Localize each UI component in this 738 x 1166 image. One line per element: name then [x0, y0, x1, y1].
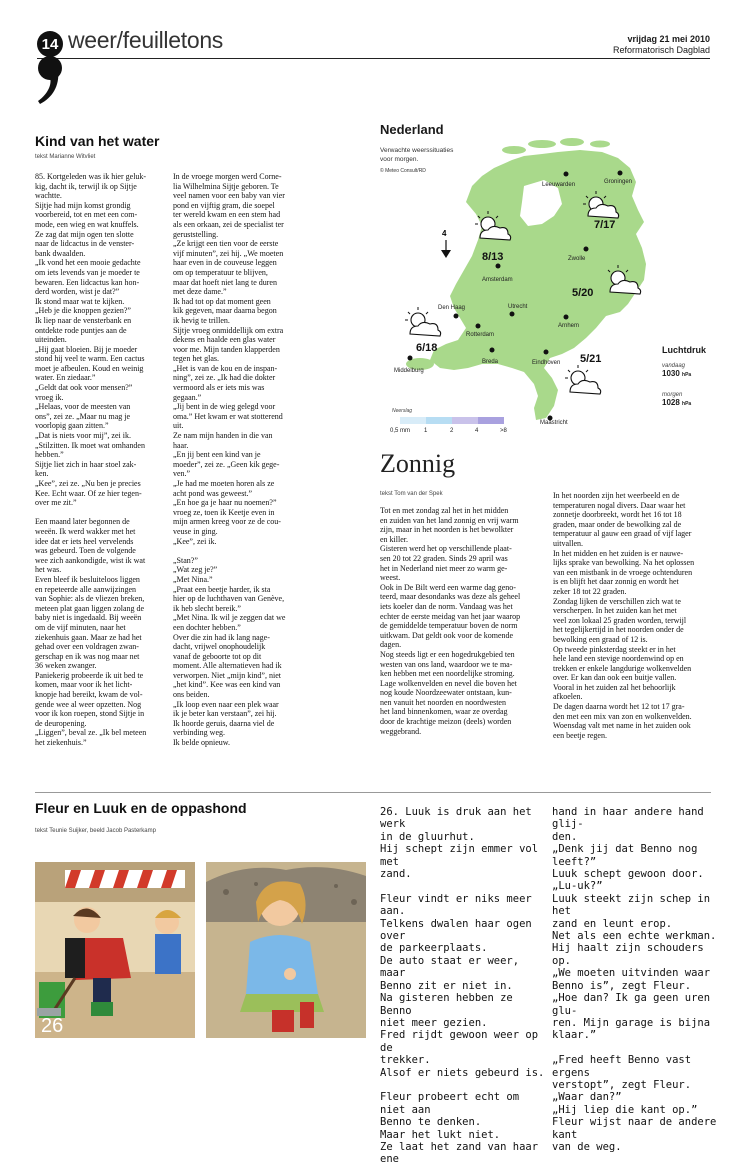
- pressure-tomorrow: [662, 398, 712, 407]
- pressure-title: Luchtdruk: [662, 345, 706, 355]
- pressure-today-label: vandaag: [662, 363, 686, 369]
- comic-panel-1: [35, 862, 195, 1038]
- city-dot-amsterdam: [496, 264, 501, 269]
- city-dot-leeuwarden: [564, 172, 569, 177]
- pressure-today-unit: hPa: [682, 372, 692, 378]
- issue-date: vrijdag 21 mei 2010: [627, 34, 710, 44]
- legend-swatch-1: [400, 417, 426, 424]
- pressure-tomorrow-unit: hPa: [682, 401, 692, 407]
- comic-panel-2: [206, 862, 366, 1038]
- city-dot-breda: [490, 348, 495, 353]
- city-label-middelburg: Middelburg: [394, 368, 424, 374]
- city-label-zwolle: Zwolle: [568, 256, 586, 262]
- weather-column-2: [553, 491, 711, 740]
- city-label-groningen: Groningen: [604, 179, 633, 185]
- city-label-den-haag: Den Haag: [438, 305, 466, 311]
- wadden-island-1: [502, 146, 526, 154]
- weather-byline: tekst Tom van der Spek: [380, 491, 443, 497]
- city-dot-groningen: [618, 171, 623, 176]
- legend-value-4: 4: [475, 428, 479, 434]
- comic-text-column-1: [380, 806, 545, 1166]
- page-number: 14: [37, 31, 63, 57]
- story-title: Kind van het water: [35, 133, 160, 149]
- legend-value-1: 0,5 mm: [390, 428, 411, 434]
- legend-value-2: 1: [424, 428, 428, 434]
- legend-value-5: >8: [500, 428, 507, 434]
- map-title: Nederland: [380, 122, 444, 137]
- city-dot-eindhoven: [544, 350, 549, 355]
- city-dot-arnhem: [564, 315, 569, 320]
- legend-swatch-3: [452, 417, 478, 424]
- legend-title: Neerslag: [392, 408, 413, 414]
- temp-east: 5/20: [572, 287, 594, 299]
- wind-force: 4: [442, 229, 447, 238]
- weather-column-1: [380, 506, 543, 736]
- comma-logo: [34, 54, 68, 106]
- city-label-arnhem: Arnhem: [558, 323, 580, 329]
- wadden-island-3: [560, 138, 584, 146]
- city-dot-middelburg: [408, 356, 413, 361]
- temp-north: 7/17: [594, 219, 616, 231]
- city-dot-den-haag: [454, 314, 459, 319]
- pressure-tomorrow-label: morgen: [662, 392, 683, 398]
- story-text-2: In de vroege morgen werd Corne- lia Wilhelmina Sijtje geboren. Te veel namen voor een baby van vier pond en vijftig gram, die soepel ter wereld kwam en een stem had als een orkaan, zei de specialist ter geruststelling. „Ze krijgt een tien voor de eerste vijf minuten”, zei hij. „We moeten haar even in de couveuse leggen om op temperatuur te blijven, maar dat hoeft niet lang te duren met deze dame.” Ik had tot op dat moment geen kik gegeven, maar daarna begon ik hevig te trillen. Sijtje vroeg onmiddellijk om extra dekens en haalde een glas water voor me. Mijn tanden klapperden tegen het glas. „Het is van de kou en de inspan- ning”, zei ze. „Ik had die dokter vermoord als er iets mis was gegaan.” „Jij bent in de wieg gelegd voor oma.” Het kwam er wat stotterend uit. Ze nam mijn handen in die van haar. „En jij bent een kind van je moeder”, zei ze. „Geen kik gege- ven.” „Je had me moeten horen als ze acht pond was geweest.” „En hoe ga je haar nu noemen?” vroeg ze, toen ik Keetje even in mijn armen kreeg voor ze de cou- veuse in ging. „Kee”, zei ik. „Stan?” „Wat zeg je?” „Met Nina.” „Praat een beetje harder, ik sta hier op de luchthaven van Genève, ik heb slecht bereik.” „Met Nina. Ik wil je zeggen dat we een dochter hebben.” Over die zin had ik lang nage- dacht, vrijwel onophoudelijk vanaf de geboorte tot op dit moment. Alle alternatieven had ik verworpen. Niet „mijn kind”, niet „het kind”. Kee was een kind van ons beiden. „Ik loop even naar een plek waar ik je beter kan verstaan”, zei hij. Ik hoorde geruis, daarna viel de verbinding weg. Ik belde opnieuw.: [173, 172, 286, 748]
- city-label-maastricht: Maastricht: [540, 420, 568, 426]
- city-label-leeuwarden: Leeuwarden: [542, 182, 576, 188]
- comic-panel-number: 26: [41, 1015, 64, 1037]
- pressure-box: [662, 345, 712, 407]
- city-label-breda: Breda: [482, 359, 499, 365]
- temp-west: 8/13: [482, 251, 504, 263]
- pressure-tomorrow-value: 1028: [662, 398, 680, 407]
- header-rule: [37, 58, 710, 59]
- pressure-today: [662, 369, 712, 378]
- comic-byline: tekst Teunie Suijker, beeld Jacob Pasterkamp: [35, 828, 156, 834]
- story-text-1: 85. Kortgeleden was ik hier geluk- kig, dacht ik, terwijl ik op Sijtje wachtte. Sijtje had mijn komst grondig voorbereid, tot en met een com- mode, een wieg en wat knuffels. Ze zag dat mijn ogen ten slotte naar de lidcactus in de venster- bank dwaalden. „Ik vond het een mooie gedachte om iets levends van je moeder te bewaren. Een lidcactus kan hon- derd worden, wist je dat?” Ik stond maar wat te kijken. „Heb je die knoppen gezien?” Ik liep naar de vensterbank en ontdekte rode puntjes aan de uiteinden. „Hij gaat bloeien. Bij je moeder stond hij veel te warm. Een cactus moet je afbeulen. Koud en weinig water. En ziedaar.” „Geldt dat ook voor mensen?” vroeg ik. „Helaas, voor de meesten van ons”, zei ze. „Maar nu mag je voorlopig gaan zitten.” „Dat is niets voor mij”, zei ik. „Stilzitten. Ik moet wat omhanden hebben.” Sijtje liet zich in haar stoel zak- ken. „Kee”, zei ze. „Nu ben je precies Kee. Echt waar. Of ze hier tegen- over me zit.” Een maand later begonnen de weeën. Ik werd wakker met het idee dat er iets heel vervelends was gebeurd. Toen de volgende wee zich aankondigde, wist ik wat het was. Even bleef ik besluiteloos liggen en repeteerde alle aanwijzingen van Sophie: als de vliezen breken, meteen plat gaan liggen zolang de baby niet is ingedaald. Bij weeën om de vijf minuten, naar het ziekenhuis gaan. Maar ze had het gehad over een voldragen zwan- gerschap en ik was nog maar net 36 weken zwanger. Paniekerig probeerde ik uit bed te komen, maar voor ik het licht- knopje had bereikt, kwam de vol- gende wee al weer opzetten. Nog voor ik kon roepen, stond Sijtje in de deuropening. „Liggen”, beval ze. „Ik bel meteen het ziekenhuis.”: [35, 172, 147, 748]
- comic-top-rule: [35, 792, 711, 793]
- temp-south: 5/21: [580, 353, 602, 365]
- weather-text-1: Tot en met zondag zal het in het midden en zuiden van het land zonnig en vrij warm zijn, maar in het noorden is het bewolkter en killer. Gisteren werd het op verschillende plaat- sen 20 tot 22 graden. Sinds 29 april was het in Nederland niet meer zo warm ge- weest. Ook in De Bilt werd een warme dag geno- teerd, maar desondanks was deze als geheel iets koeler dan de norm. Vandaag was het echter de eerste meidag van het jaar waarop de gemiddelde temperatuur boven de norm uitkwam. Dat geldt ook voor de komende dagen. Nog steeds ligt er een hogedrukgebied ten westen van ons land, waardoor we te ma- ken hebben met een noordelijke stroming. Lage wolkenvelden en nevel die boven het nog koude Noordzeewater ontstaan, kun- nen vanuit het noorden en noordwesten het land binnenkomen, waar ze overdag door de krachtige meizon (deels) worden weggebrand.: [380, 506, 521, 736]
- story-column-2: [173, 172, 304, 748]
- sun-cloud-icon-southwest: [405, 307, 441, 336]
- map-subtitle: Verwachte weerssituaties voor morgen.: [380, 147, 454, 163]
- comic-title: Fleur en Luuk en de oppashond: [35, 800, 247, 816]
- city-label-eindhoven: Eindhoven: [532, 360, 561, 366]
- pressure-today-value: 1030: [662, 369, 680, 378]
- legend-value-3: 2: [450, 428, 454, 434]
- comic-text-1: 26. Luuk is druk aan het werk in de gluurhut. Hij schept zijn emmer vol met zand. Fleur vindt er niks meer aan. Telkens dwalen haar ogen over de parkeerplaats. De auto staat er weer, maar Benno zit er niet in. Na gisteren hebben ze Benno niet meer gezien. Fred rijdt gewoon weer op de trekker. Alsof er niets gebeurd is. Fleur probeert echt om niet aan Benno te denken. Maar het lukt niet. Ze laat het zand van haar ene: [380, 806, 545, 1166]
- weather-title: Zonnig: [380, 449, 456, 478]
- weather-map: [374, 116, 712, 439]
- newspaper-name: Reformatorisch Dagblad: [612, 45, 710, 55]
- city-label-rotterdam: Rotterdam: [466, 332, 495, 338]
- map-credit: © Meteo Consult/RD: [380, 168, 426, 174]
- wind-arrow-icon: [441, 240, 451, 258]
- story-byline: tekst Marianne Witvliet: [35, 154, 96, 160]
- legend-swatch-4: [478, 417, 504, 424]
- wadden-island-2: [528, 140, 556, 148]
- story-column-1: [35, 172, 166, 748]
- city-dot-rotterdam: [476, 324, 481, 329]
- sun-cloud-icon-south: [565, 365, 601, 394]
- temp-southwest: 6/18: [416, 342, 438, 354]
- weather-text-2: In het noorden zijn het weerbeeld en de temperaturen nogal divers. Daar waar het zonnetje doorbreekt, wordt het 16 tot 18 graden, maar onder de bewolking zal de temperatuur al gauw een graad of vijf lager uitvallen. In het midden en het zuiden is er nauwe- lijks sprake van bewolking. Na het oplossen van een mistbank in de vroege ochtenduren is en blijft het daar zonnig en wordt het zeker 18 tot 22 graden. Zondag lijken de verschillen zich wat te verscherpen. In het zuiden kan het met veel zon lokaal 25 graden worden, terwijl het tegelijkertijd in het noorden onder de bewolking een graad of 12 is. Op tweede pinksterdag steekt er in het hele land een stevige noordenwind op en trekken er enkele langdurige wolkenvelden over. Er kan dan ook een buitje vallen. Vooral in het zuiden zal het behoorlijk afkoelen. De dagen daarna wordt het 12 tot 17 gra- den met een mix van zon en wolkenvelden. Woensdag valt met name in het zuiden ook een beetje regen.: [553, 491, 695, 740]
- city-label-utrecht: Utrecht: [508, 304, 528, 310]
- city-label-amsterdam: Amsterdam: [482, 277, 513, 283]
- city-dot-utrecht: [510, 312, 515, 317]
- section-title: weer/feuilletons: [68, 27, 224, 53]
- wadden-island-4: [590, 141, 610, 148]
- comic-text-column-2: [552, 806, 717, 1153]
- legend-swatch-2: [426, 417, 452, 424]
- comic-text-2: hand in haar andere hand glij- den. „Denk jij dat Benno nog leeft?” Luuk schept gewoon door. „Lu-uk?” Luuk steekt zijn schep in het zand en leunt erop. Net als een echte werkman. Hij haalt zijn schouders op. „We moeten uitvinden waar Benno is”, zegt Fleur. „Hoe dan? Ik ga geen uren glu- ren. Mijn garage is bijna klaar.” „Fred heeft Benno vast ergens verstopt”, zegt Fleur. „Waar dan?” „Hij liep die kant op.” Fleur wijst naar de andere kant van de weg.: [552, 806, 717, 1153]
- city-dot-zwolle: [584, 247, 589, 252]
- date-box: [613, 34, 710, 56]
